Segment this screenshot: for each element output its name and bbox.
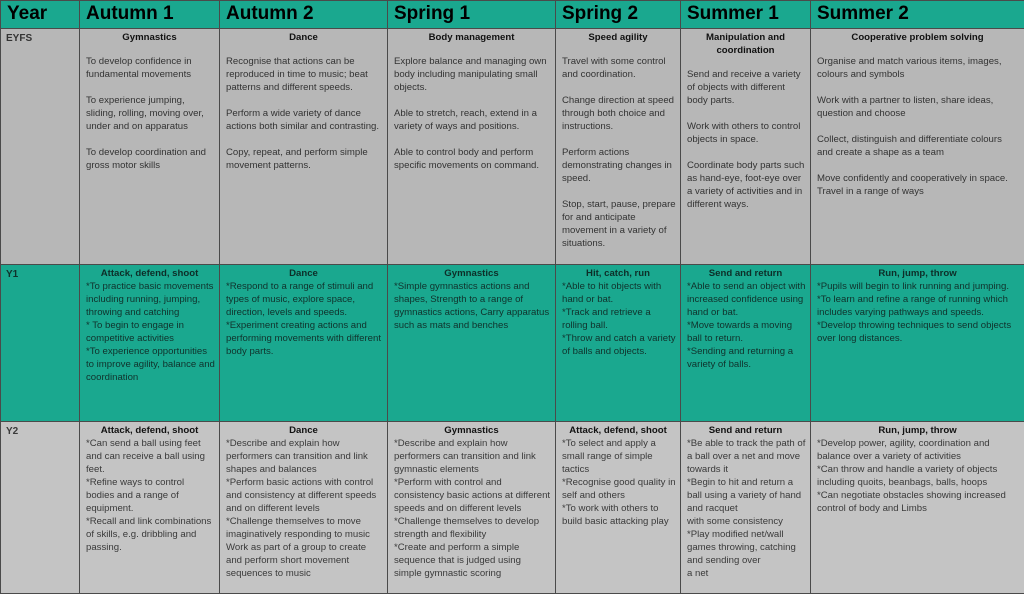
table-cell <box>811 29 1024 265</box>
table-cell <box>220 29 388 265</box>
cell-text: *Can send a ball using feet and can receive a ball using feet. *Refine ways to control bodies and a range of equipment. *Recall and link combinations of skills, e.g. dribbling and passing. <box>80 437 219 554</box>
year-label: Y2 <box>1 422 80 594</box>
cell-text: Travel with some control and coordination. Change direction at speed through both choice and instructions. Perform actions demonstrating changes in speed. Stop, start, pause, prepare for and anticipate movement in a variety of situations. <box>556 55 680 250</box>
table-cell <box>80 265 220 422</box>
unit-title: Body management <box>388 29 555 44</box>
cell-text: Organise and match various items, images, colours and symbols Work with a partner to listen, share ideas, question and choose Collect, distinguish and differentiate colours and create a shape as a team Move confidently and cooperatively in space. Travel in a range of ways <box>811 55 1024 198</box>
term-header-spring-2: Spring 2 <box>556 1 681 29</box>
cell-text: *Be able to track the path of a ball over a net and move towards it *Begin to hit and return a ball using a variety of hand and racquet with some consistency *Play modified net/wall games throwing, catching and sending over a net <box>681 437 810 580</box>
unit-title: Run, jump, throw <box>811 422 1024 437</box>
unit-title: Speed agility <box>556 29 680 44</box>
term-header-summer-1: Summer 1 <box>681 1 811 29</box>
cell-text: *Describe and explain how performers can transition and link gymnastic elements *Perform with control and consistency basic actions at different speeds and on different levels *Challenge themselves to develop strength and flexibility *Create and perform a simple sequence that is judged using simple gymnastic scoring <box>388 437 555 580</box>
cell-text: To develop confidence in fundamental movements To experience jumping, sliding, rolling, moving over, under and on apparatus To develop coordination and gross motor skills <box>80 55 219 172</box>
table-cell <box>681 422 811 594</box>
unit-title: Gymnastics <box>388 265 555 280</box>
table-cell <box>811 265 1024 422</box>
table-cell <box>556 265 681 422</box>
term-header-autumn-1: Autumn 1 <box>80 1 220 29</box>
cell-text: *Describe and explain how performers can transition and link shapes and balances *Perform basic actions with control and consistency at different speeds and on different levels *Challenge themselves to move imaginatively responding to music Work as part of a group to create and perform short movement sequences to music <box>220 437 387 580</box>
table-cell <box>556 29 681 265</box>
unit-title: Hit, catch, run <box>556 265 680 280</box>
unit-title: Attack, defend, shoot <box>556 422 680 437</box>
cell-text: Explore balance and managing own body including manipulating small objects. Able to stretch, reach, extend in a variety of ways and positions. Able to control body and perform specific movements on command. <box>388 55 555 172</box>
table-cell <box>681 29 811 265</box>
term-header-spring-1: Spring 1 <box>388 1 556 29</box>
year-header: Year <box>1 1 80 29</box>
year-label: Y1 <box>1 265 80 422</box>
unit-title: Send and return <box>681 265 810 280</box>
cell-text: *Able to hit objects with hand or bat. *Track and retrieve a rolling ball. *Throw and catch a variety of balls and objects. <box>556 280 680 358</box>
unit-title: Dance <box>220 422 387 437</box>
unit-title: Attack, defend, shoot <box>80 265 219 280</box>
table-cell <box>80 29 220 265</box>
table-row-y1 <box>1 265 1024 422</box>
term-header-autumn-2: Autumn 2 <box>220 1 388 29</box>
unit-title: Run, jump, throw <box>811 265 1024 280</box>
table-cell <box>220 265 388 422</box>
cell-text: *To practice basic movements including running, jumping, throwing and catching * To begin to engage in competitive activities *To experience opportunities to improve agility, balance and coordination <box>80 280 219 384</box>
table-cell <box>220 422 388 594</box>
cell-text: *To select and apply a small range of simple tactics *Recognise good quality in self and others *To work with others to build basic attacking play <box>556 437 680 528</box>
table-row-eyfs <box>1 29 1024 265</box>
unit-title: Gymnastics <box>80 29 219 44</box>
unit-title: Cooperative problem solving <box>811 29 1024 44</box>
table-cell <box>388 422 556 594</box>
cell-text: Send and receive a variety of objects with different body parts. Work with others to control objects in space. Coordinate body parts such as hand-eye, foot-eye over a variety of activities and in different ways. <box>681 68 810 211</box>
table-cell <box>681 265 811 422</box>
cell-text: *Simple gymnastics actions and shapes, Strength to a range of gymnastics actions, Carry apparatus such as mats and benches <box>388 280 555 332</box>
table-cell <box>556 422 681 594</box>
unit-title: Attack, defend, shoot <box>80 422 219 437</box>
table-cell <box>388 29 556 265</box>
unit-title: Send and return <box>681 422 810 437</box>
cell-text: *Pupils will begin to link running and jumping. *To learn and refine a range of running which includes varying pathways and speeds. *Develop throwing techniques to send objects over long distances. <box>811 280 1024 345</box>
year-label: EYFS <box>1 29 80 265</box>
unit-title: Gymnastics <box>388 422 555 437</box>
cell-text: *Develop power, agility, coordination and balance over a variety of activities *Can throw and handle a variety of objects including quoits, beanbags, balls, hoops *Can negotiate obstacles showing increased control of body and Limbs <box>811 437 1024 515</box>
table-row-y2 <box>1 422 1024 594</box>
cell-text: *Able to send an object with increased confidence using hand or bat. *Move towards a moving ball to return. *Sending and returning a variety of balls. <box>681 280 810 371</box>
unit-title: Manipulation and coordination <box>681 29 810 57</box>
cell-text: *Respond to a range of stimuli and types of music, explore space, direction, levels and speeds. *Experiment creating actions and performing movements with different body parts. <box>220 280 387 358</box>
header-row <box>1 1 1024 29</box>
unit-title: Dance <box>220 265 387 280</box>
table-cell <box>388 265 556 422</box>
table-cell <box>80 422 220 594</box>
unit-title: Dance <box>220 29 387 44</box>
table-cell <box>811 422 1024 594</box>
cell-text: Recognise that actions can be reproduced in time to music; beat patterns and different speeds. Perform a wide variety of dance actions both similar and contrasting. Copy, repeat, and perform simple movement patterns. <box>220 55 387 172</box>
term-header-summer-2: Summer 2 <box>811 1 1024 29</box>
